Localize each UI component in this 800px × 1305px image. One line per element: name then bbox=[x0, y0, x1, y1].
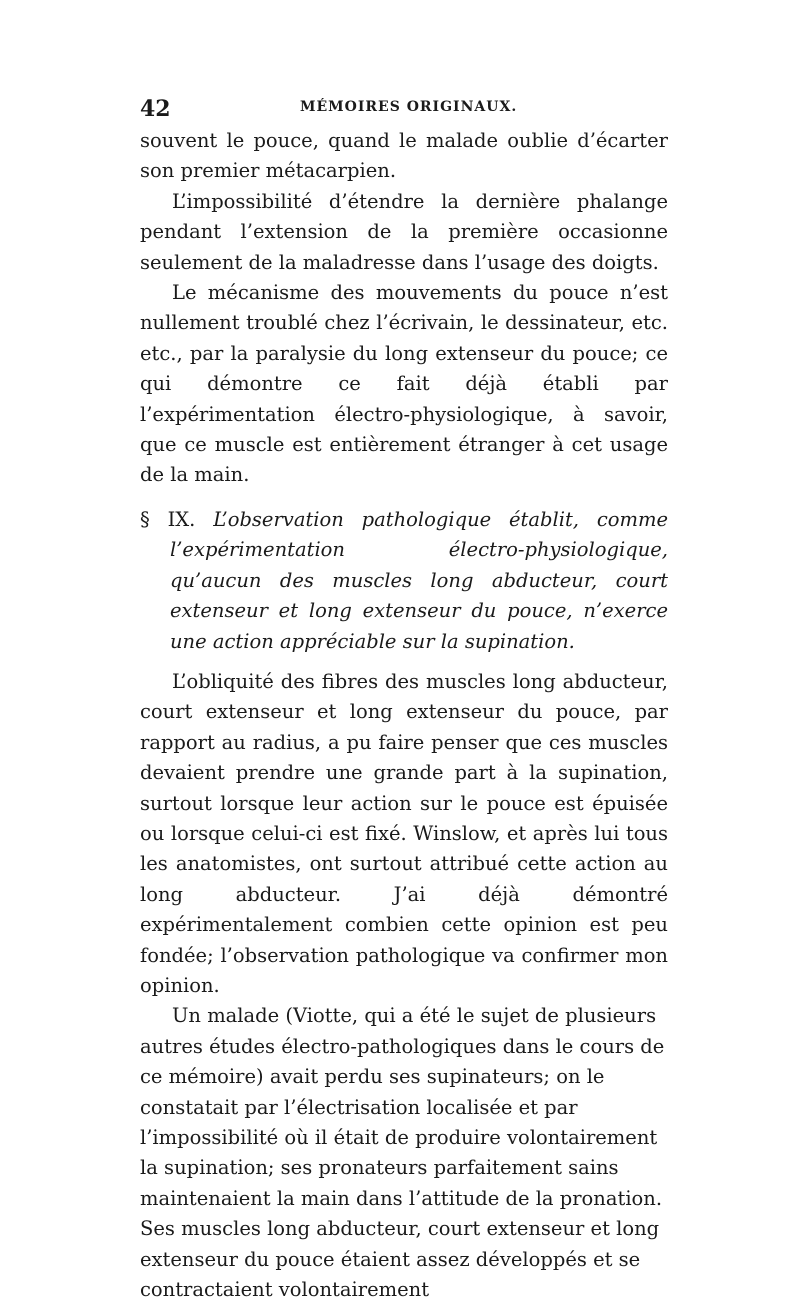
section-mark: § bbox=[140, 507, 150, 531]
paragraph-3: Le mécanisme des mouvements du pouce n’est nullement troublé chez l’écrivain, le dessinateur, etc. etc., par la paralysie du long extenseur du pouce; ce qui démontre ce fait déjà établi par l’expérimentation électro-physiologique, à savoir, que ce muscle est entièrement étranger à cet usage de la main. bbox=[140, 281, 668, 487]
running-head bbox=[140, 96, 668, 126]
page-number: 42 bbox=[140, 96, 171, 122]
paragraph-5: Un malade (Viotte, qui a été le sujet de plusieurs autres études électro-pathologiques dans le cours de ce mémoire) avait perdu ses supinateurs; on le constatait par l’électrisation localisée et par l’impossibilité où il était de produire volontairement la supination; ses pronateurs parfaitement sains maintenaient la main dans l’attitude de la pronation. Ses muscles long abducteur, court extenseur et long extenseur du pouce étaient assez développés et se contractaient volontairement bbox=[140, 1004, 665, 1302]
book-page bbox=[140, 96, 668, 1305]
section-text: L’observation pathologique établit, comme l’expérimentation électro-physiologique, qu’aucun des muscles long abducteur, court extenseur et long extenseur du pouce, n’exerce une action appréciable sur la supination. bbox=[170, 507, 669, 653]
paragraph-1: souvent le pouce, quand le malade oublie d’écarter son premier métacarpien. bbox=[140, 129, 668, 183]
section-heading bbox=[140, 505, 668, 657]
running-title: MÉMOIRES ORIGINAUX. bbox=[300, 99, 518, 115]
paragraph-2: L’impossibilité d’étendre la dernière phalange pendant l’extension de la première occasionne seulement de la maladresse dans l’usage des doigts. bbox=[140, 189, 668, 274]
section-number: IX. bbox=[167, 507, 196, 531]
paragraph-4: L’obliquité des fibres des muscles long abducteur, court extenseur et long extenseur du pouce, par rapport au radius, a pu faire penser que ces muscles devaient prendre une grande part à la supination, surtout lorsque leur action sur le pouce est épuisée ou lorsque celui-ci est fixé. Winslow, et après lui tous les anatomistes, ont surtout attribué cette action au long abducteur. J’ai déjà démontré expérimentalement combien cette opinion est peu fondée; l’observation pathologique va confirmer mon opinion. bbox=[140, 669, 668, 997]
